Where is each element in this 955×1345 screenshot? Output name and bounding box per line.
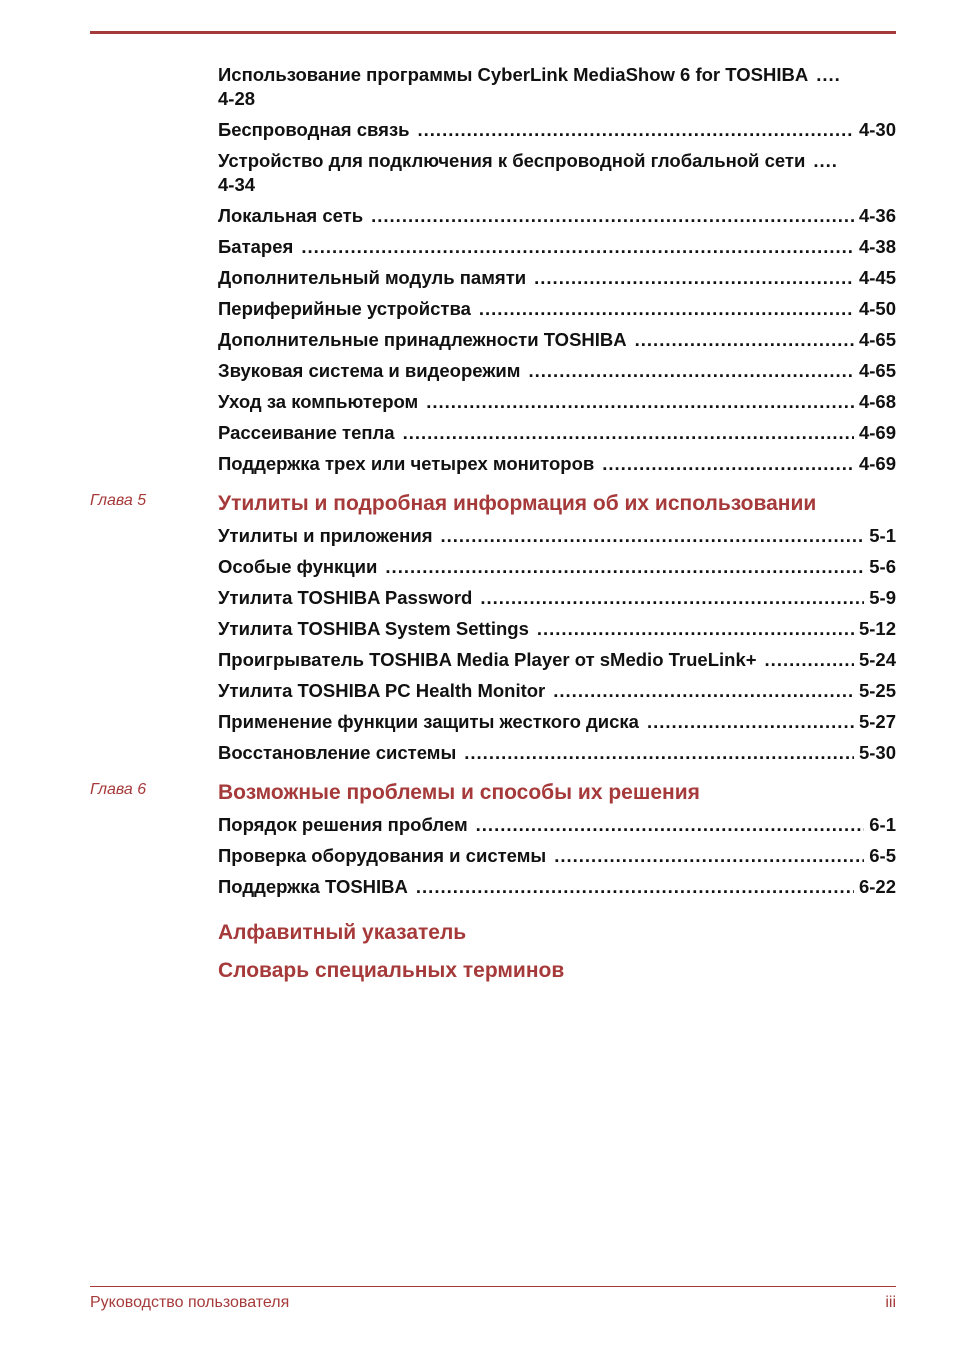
dot-leader	[537, 617, 854, 641]
toc-entry[interactable]	[218, 555, 896, 579]
chapter-5-heading	[90, 490, 896, 518]
toc-entry-line	[218, 235, 896, 259]
toc-entry-page: 4-45	[858, 267, 896, 288]
toc-entry-title: Порядок решения проблем	[218, 814, 468, 835]
dot-leader	[441, 524, 865, 548]
toc-entry-page: 5-30	[858, 742, 896, 763]
toc-entry-line	[218, 390, 896, 414]
toc-entry-line	[218, 421, 896, 445]
toc-entry-line	[218, 648, 896, 672]
toc-entry[interactable]	[218, 586, 896, 610]
toc-entry-title: Поддержка TOSHIBA	[218, 876, 408, 897]
dot-leader	[479, 297, 854, 321]
toc-entry-title: Устройство для подключения к беспроводной глобальной сети	[218, 150, 806, 171]
toc-entry-title: Проигрыватель TOSHIBA Media Player от sMedio TrueLink+	[218, 649, 757, 670]
chapter-label: Глава 5	[90, 492, 147, 509]
toc-entry-title: Особые функции	[218, 556, 378, 577]
dot-leader	[480, 586, 864, 610]
dot-leader	[403, 421, 854, 445]
toc-entry-title: Рассеивание тепла	[218, 422, 395, 443]
toc-entry[interactable]	[218, 421, 896, 445]
toc-entry[interactable]	[218, 452, 896, 476]
toc-entry-page: 5-24	[858, 649, 896, 670]
toc-entry[interactable]	[218, 297, 896, 321]
toc-entry-page: 4-65	[858, 329, 896, 350]
dot-leader	[416, 875, 854, 899]
toc-entry-page: 5-1	[869, 525, 896, 546]
toc-entry-page: 4-68	[858, 391, 896, 412]
toc-entry-page: 4-69	[858, 453, 896, 474]
toc-entry[interactable]	[218, 328, 896, 352]
toc-entry-line	[218, 586, 896, 610]
chapter-label: Глава 6	[90, 781, 147, 798]
toc-entry-page: 6-22	[858, 876, 896, 897]
toc-entry-title: Проверка оборудования и системы	[218, 845, 547, 866]
dot-leader	[534, 266, 854, 290]
toc-entry-title: Утилита TOSHIBA System Settings	[218, 618, 529, 639]
toc-entry-line	[218, 844, 896, 868]
toc-entry-title: Батарея	[218, 236, 294, 257]
toc-entry-title: Локальная сеть	[218, 205, 364, 226]
toc-entry-line	[218, 524, 896, 548]
toc-entry-page: 4-28	[218, 88, 256, 109]
toc-entry-title: Восстановление системы	[218, 742, 457, 763]
dot-leader	[464, 741, 854, 765]
toc-entry[interactable]	[218, 617, 896, 641]
chapter-title[interactable]: Возможные проблемы и способы их решения	[218, 781, 700, 804]
dot-leader	[813, 149, 837, 173]
toc-entry[interactable]	[218, 813, 896, 837]
toc-entry[interactable]	[218, 875, 896, 899]
chapter-6-heading	[90, 779, 896, 807]
toc-entry-line	[218, 452, 896, 476]
toc-entry-title: Поддержка трех или четырех мониторов	[218, 453, 595, 474]
toc-entry-page: 4-34	[218, 174, 256, 195]
toc-entry-line	[218, 875, 896, 899]
toc-entry-line	[218, 813, 896, 837]
glossary-link[interactable]: Словарь специальных терминов	[218, 959, 565, 982]
toc-entry-title: Применение функции защиты жесткого диска	[218, 711, 639, 732]
toc-entry[interactable]	[218, 390, 896, 414]
toc-entry-line	[218, 555, 896, 579]
table-of-contents	[90, 63, 896, 995]
toc-entry-line	[218, 118, 896, 142]
toc-entry-title: Дополнительный модуль памяти	[218, 267, 527, 288]
dot-leader	[816, 63, 840, 87]
toc-entry-title: Утилита TOSHIBA PC Health Monitor	[218, 680, 546, 701]
toc-entry-page: 4-38	[858, 236, 896, 257]
toc-entry[interactable]	[218, 235, 896, 259]
dot-leader	[553, 679, 854, 703]
index-link[interactable]: Алфавитный указатель	[218, 921, 467, 944]
dot-leader	[418, 118, 854, 142]
toc-entry-page: 5-12	[858, 618, 896, 639]
dot-leader	[602, 452, 854, 476]
toc-entry-page: 4-69	[858, 422, 896, 443]
toc-entry-title: Утилиты и приложения	[218, 525, 433, 546]
toc-entry-page: 5-27	[858, 711, 896, 732]
toc-entry-line	[218, 328, 896, 352]
dot-leader	[635, 328, 854, 352]
toc-entry-line	[218, 266, 896, 290]
toc-entry-page: 5-25	[858, 680, 896, 701]
dot-leader	[371, 204, 854, 228]
toc-entry-line	[218, 359, 896, 383]
toc-entry[interactable]	[218, 524, 896, 548]
toc-entry-title: Уход за компьютером	[218, 391, 419, 412]
toc-entry[interactable]	[218, 63, 896, 111]
footer-rule	[90, 1286, 896, 1287]
toc-entry-page: 4-50	[858, 298, 896, 319]
toc-entry-title: Звуковая система и видеорежим	[218, 360, 521, 381]
toc-chapter6-entries	[218, 813, 896, 899]
chapter-title[interactable]: Утилиты и подробная информация об их использовании	[218, 492, 817, 515]
toc-entry[interactable]	[218, 648, 896, 672]
toc-entry-line	[218, 679, 896, 703]
dot-leader	[529, 359, 854, 383]
toc-entry-title: Периферийные устройства	[218, 298, 471, 319]
toc-entry-page: 6-1	[869, 814, 896, 835]
toc-entry-line	[218, 617, 896, 641]
toc-entry-line	[218, 63, 896, 87]
toc-entry[interactable]	[218, 710, 896, 734]
toc-entry[interactable]	[218, 679, 896, 703]
toc-entry-line	[218, 204, 896, 228]
toc-entry-title: Дополнительные принадлежности TOSHIBA	[218, 329, 627, 350]
dot-leader	[385, 555, 864, 579]
dot-leader	[426, 390, 854, 414]
toc-entry-title: Утилита TOSHIBA Password	[218, 587, 473, 608]
toc-entry[interactable]	[218, 149, 896, 197]
toc-entry-line	[218, 149, 896, 173]
toc-entry-page: 4-65	[858, 360, 896, 381]
toc-entry-page: 5-9	[869, 587, 896, 608]
dot-leader	[647, 710, 854, 734]
toc-entry[interactable]	[218, 741, 896, 765]
dot-leader	[476, 813, 865, 837]
toc-chapter4-entries	[218, 63, 896, 476]
dot-leader	[765, 648, 854, 672]
dot-leader	[554, 844, 864, 868]
toc-entry-line	[218, 710, 896, 734]
toc-entry-title: Беспроводная связь	[218, 119, 410, 140]
toc-entry[interactable]	[218, 359, 896, 383]
page-number: iii	[885, 1294, 896, 1311]
dot-leader	[301, 235, 854, 259]
toc-entry-line	[218, 297, 896, 321]
toc-entry-page: 6-5	[869, 845, 896, 866]
toc-chapter5-entries	[218, 524, 896, 765]
toc-entry[interactable]	[218, 118, 896, 142]
toc-entry[interactable]	[218, 204, 896, 228]
header-rule	[90, 31, 896, 34]
toc-entry-title: Использование программы CyberLink MediaShow 6 for TOSHIBA	[218, 64, 809, 85]
toc-entry[interactable]	[218, 266, 896, 290]
toc-entry-page: 4-36	[858, 205, 896, 226]
toc-entry[interactable]	[218, 844, 896, 868]
toc-entry-line	[218, 741, 896, 765]
footer-title: Руководство пользователя	[90, 1294, 290, 1311]
toc-entry-page: 4-30	[858, 119, 896, 140]
toc-entry-page: 5-6	[869, 556, 896, 577]
